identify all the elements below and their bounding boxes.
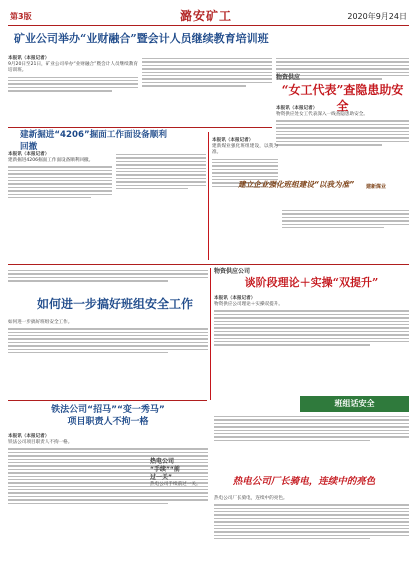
- page-header: [8, 6, 409, 26]
- article8-headline: 热电公司厂长骑电，连续中的亮色: [232, 476, 376, 487]
- article4-byline: 本报讯（本报记者）: [212, 138, 254, 143]
- article6-head: [214, 268, 409, 292]
- article3-headline-box: [20, 130, 170, 152]
- article3-text: 建新掘进4206掘面工作面设备顺利回撤。: [8, 158, 94, 164]
- section-label: 班组话安全: [334, 398, 375, 408]
- article4-headline-box: [238, 180, 368, 206]
- section-label-box: [300, 396, 409, 412]
- article4-body-col2: [282, 208, 409, 262]
- article4-headline: 建立企业强化班组建设“以我为准”: [238, 180, 355, 189]
- article7-text: 铁法公司项目职责人不拘一格。: [8, 440, 73, 446]
- article6-body: [214, 296, 409, 396]
- article2-body: [276, 106, 409, 186]
- article2-byline: 本报讯（本报记者）: [276, 106, 318, 111]
- article7-headline-box: [8, 404, 208, 432]
- masthead: 潞安矿工: [180, 9, 233, 23]
- article6-text: 物资供应公司理论＋实操双提升。: [214, 302, 283, 308]
- article8-headline-box: [214, 476, 394, 494]
- article3-body: [8, 152, 112, 262]
- page-number: 第3版: [10, 12, 32, 21]
- article3-headline: 建新掘进“4206”掘面工作面设备顺利回撤: [20, 130, 167, 152]
- article1-body-col2: [142, 56, 272, 126]
- article7-byline: 本报讯（本报记者）: [8, 434, 50, 439]
- article4-kicker: 建新煤业: [366, 184, 387, 190]
- article1-text: 9月20日至21日，矿业公司举办“业财融合”暨会计人员继续教育培训班。: [8, 62, 138, 74]
- article1-headline-box: [8, 32, 409, 52]
- article4-text: 建新煤业强化班组建设，以我为准。: [212, 144, 278, 156]
- article1-body: [8, 56, 138, 126]
- article9-text: 热电公司手续前过一关。: [150, 482, 201, 488]
- article2-kicker: 物资供应: [276, 74, 301, 81]
- article2-text: 物资供应处女工代表深入一线查隐患助安全。: [276, 112, 368, 118]
- article1-headline: 矿业公司举办“业财融合”暨会计人员继续教育培训班: [14, 32, 269, 45]
- article5-headline-box: [20, 296, 210, 318]
- article6-headline: 谈阶段理论＋实操“双提升”: [244, 276, 379, 290]
- article8-text: 热电公司厂长骑电，连续中的亮色。: [214, 496, 288, 501]
- article6-byline: 本报讯（本报记者）: [214, 296, 256, 301]
- article5-headline: 如何进一步搞好班组安全工作: [36, 297, 193, 311]
- article9-headline: 热电公司 “手续”“前 过一关”: [150, 458, 180, 482]
- article5-intro: [8, 268, 208, 292]
- article7-headline: 铁法公司“招马”“变一秀马” 项目职责人不拘一格: [51, 405, 165, 428]
- article9-headline-box: [150, 458, 208, 518]
- article2-headline: “女工代表”查隐患助安全: [281, 83, 404, 114]
- article3-byline: 本报讯（本报记者）: [8, 152, 50, 157]
- article3-body-col2: [116, 152, 206, 262]
- issue-date: 2020年9月24日: [347, 12, 407, 21]
- article8-body-top: [214, 414, 409, 474]
- article1-byline: 本报讯（本报记者）: [8, 56, 50, 61]
- article5-text: 如何进一步搞好班组安全工作。: [8, 320, 73, 325]
- article8-body: [214, 496, 409, 580]
- article6-kicker: 物资供应公司: [214, 268, 251, 275]
- article5-body: [8, 320, 208, 390]
